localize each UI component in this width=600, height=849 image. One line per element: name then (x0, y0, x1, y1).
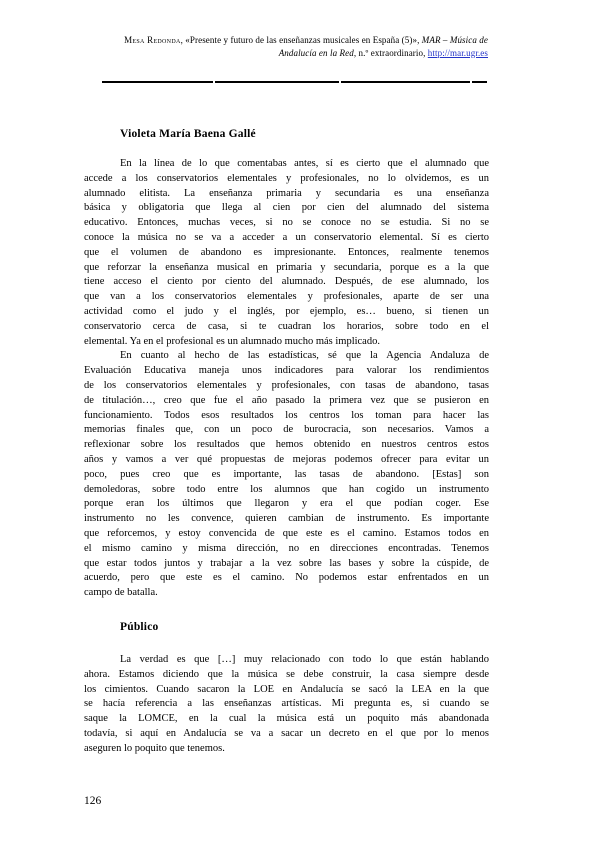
text-line: poco, pues creo que es importante, las tasas de abandono. [Estas] son (84, 468, 489, 480)
text-line: conservatorio cerca de casa, si te cuadran los horarios, sobre todo en el (84, 320, 489, 332)
text-line: que el volumen de abandono es impresionante. Entonces, realmente tenemos (84, 246, 489, 258)
text-line: básica y obligatoria que llega al cien por cien del alumnado del sistema (84, 202, 489, 214)
text-line: de los conservatorios elementales y profesionales, con tasas de abandono, tasas (84, 379, 489, 391)
text-line: que van a los conservatorios elementales y profesionales, aparte de ser una (84, 291, 489, 303)
header-text-segment: , n.º extraordinario, (353, 47, 428, 58)
paragraph (84, 349, 489, 601)
text-line: memorias finales que, con un poco de burocracia, son necesarios. Vamos a (84, 424, 489, 436)
text-line: accede a los conservatorios elementales y profesionales, no lo olvidemos, es un (84, 172, 489, 184)
speaker-paragraphs (84, 157, 489, 601)
audience-heading: Público (120, 621, 159, 633)
text-line: elemental. Ya en el profesional es un alumnado mucho más implicado. (84, 335, 380, 347)
header-text-segment: , «Presente y futuro de las enseñanzas musicales en España (5)», (180, 35, 422, 45)
header-text-segment: Andalucía en la Red (278, 47, 354, 58)
header-text-segment: Mesa Redonda (124, 35, 181, 45)
text-line: el mismo camino y misma dirección, no en direcciones encontradas. Tenemos (84, 542, 489, 554)
running-header (88, 34, 488, 59)
header-line-2 (88, 47, 488, 60)
text-line: Evaluación Educativa maneja unos indicadores para valorar los rendimientos (84, 365, 489, 377)
rule-segment (341, 81, 470, 83)
text-line: alumnado elitista. La enseñanza primaria y secundaria es una enseñanza (84, 187, 489, 199)
rule-segment (215, 81, 339, 83)
audience-paragraphs (84, 653, 489, 757)
text-line: tiene acceso el ciento por ciento del alumnado. Después, de ese alumnado, los (84, 276, 489, 288)
text-line: campo de batalla. (84, 587, 158, 599)
text-line: En la línea de lo que comentabas antes, sí es cierto que el alumnado que (120, 158, 489, 169)
text-line: funcionamiento. Todos esos resultados los centros los toman para hacer las (84, 409, 489, 421)
text-line: reflexionar sobre los resultados que hemos obtenido en nuestros centros estos (84, 439, 489, 451)
text-line: que estar todos juntos y trabajar a la vez sobre las bases y sobre la cúspide, de (84, 557, 489, 569)
page-number: 126 (84, 795, 102, 807)
text-line: porque eran los últimos que llegaron y era el que podían coger. Ese (84, 498, 489, 510)
text-line: años y vamos a ver qué propuestas de mejoras podemos ofrecer para evitar un (84, 453, 489, 465)
header-text-segment: MAR – Música de (421, 35, 488, 45)
speaker-heading: Violeta María Baena Gallé (120, 128, 256, 140)
text-line: que reforcemos, y estoy convencida de que este es el camino. Estamos todos en (84, 527, 489, 539)
rule-segment (472, 81, 487, 83)
text-line: acuerdo, pero que este es el camino. No podemos estar enfrentados en un (84, 572, 489, 584)
text-line: educativo. Entonces, muchas veces, si no se conoce no se estudia. Si no se (84, 217, 489, 229)
text-line: los cimientos. Cuando sacaron la LOE en Andalucía se sacó la LEA en la que (84, 683, 489, 695)
text-line: aseguren lo poquito que tenemos. (84, 742, 225, 754)
text-line: ahora. Estamos diciendo que la música se debe construir, la casa siempre desde (84, 668, 489, 680)
text-line: que reforzar la enseñanza musical en primaria y secundaria, porque es a la que (84, 261, 489, 273)
text-line: actividad como el judo y el inglés, por ejemplo, es… bueno, si tienen un (84, 305, 489, 317)
rule-segment (102, 81, 213, 83)
text-line: La verdad es que […] muy relacionado con todo lo que están hablando (120, 654, 489, 665)
header-line-1 (88, 34, 488, 47)
text-line: demoledoras, sobre todo entre los alumnos que han cogido un instrumento (84, 483, 489, 495)
text-line: instrumento no les convence, quieren cambian de instrumento. Es importante (84, 513, 489, 525)
text-line: todavía, si aquí en Andalucía se va a sacar un decreto en el que por lo menos (84, 727, 489, 739)
text-line: conoce la música no se va a acceder a un conservatorio elemental. Sí es cierto (84, 231, 489, 243)
header-rule (102, 81, 487, 83)
paragraph (84, 653, 489, 757)
text-line: saque la LOMCE, en la cual la música está un poquito más abandonada (84, 713, 489, 725)
paragraph (84, 157, 489, 349)
text-line: de titulación…, creo que fue el año pasado la primera vez que se pusieron en (84, 394, 489, 406)
journal-url-link[interactable]: http://mar.ugr.es (427, 47, 488, 58)
text-line: En cuanto al hecho de las estadísticas, sé que la Agencia Andaluza de (120, 350, 489, 362)
text-line: se hacía referencia a las enseñanzas artísticas. Mi pregunta es, si cuando se (84, 698, 489, 710)
